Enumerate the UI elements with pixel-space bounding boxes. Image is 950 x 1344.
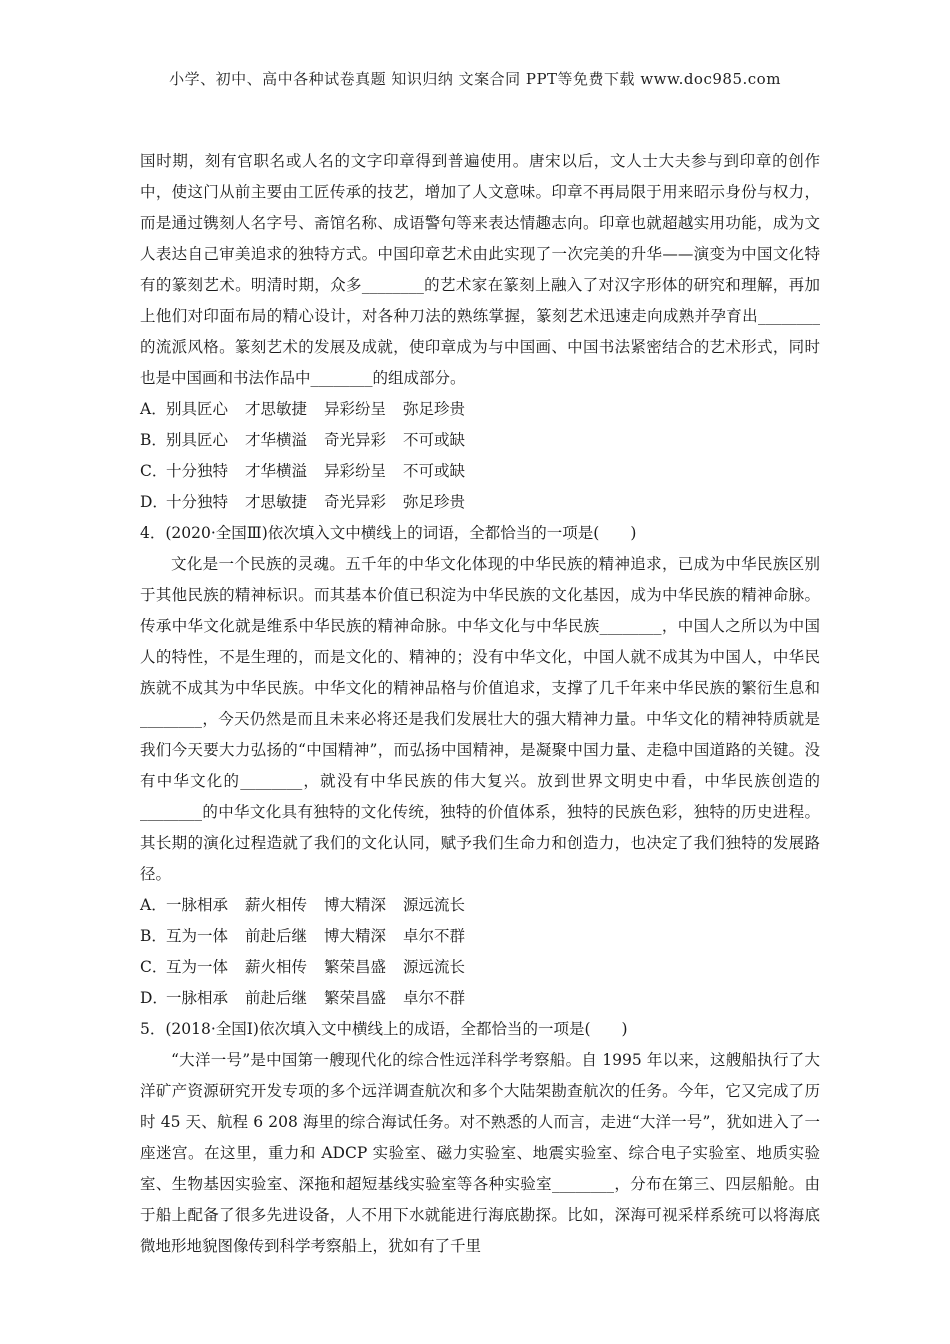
option-word: 繁荣昌盛	[324, 989, 387, 1007]
option-word: 互为一体	[166, 927, 229, 945]
q3-option-c[interactable]	[140, 456, 820, 487]
option-word: 不可或缺	[403, 431, 466, 449]
option-word: 别具匠心	[166, 400, 229, 418]
q3-option-d[interactable]	[140, 487, 820, 518]
option-word: 一脉相承	[166, 896, 229, 914]
option-word: 奇光异彩	[324, 431, 387, 449]
option-word: 薪火相传	[245, 896, 308, 914]
option-word: 才思敏捷	[245, 493, 308, 511]
option-letter: D．	[140, 989, 168, 1007]
option-letter: D．	[140, 493, 168, 511]
option-word: 卓尔不群	[403, 989, 466, 1007]
option-word: 博大精深	[324, 927, 387, 945]
document-body	[140, 146, 820, 1262]
q4-option-d[interactable]	[140, 983, 820, 1014]
option-letter: B．	[140, 927, 167, 945]
option-word: 前赴后继	[245, 927, 308, 945]
option-word: 前赴后继	[245, 989, 308, 1007]
option-word: 才华横溢	[245, 431, 308, 449]
option-word: 弥足珍贵	[403, 493, 466, 511]
option-word: 繁荣昌盛	[324, 958, 387, 976]
option-word: 不可或缺	[403, 462, 466, 480]
q5-passage: “大洋一号”是中国第一艘现代化的综合性远洋科学考察船。自 1995 年以来，这艘船执行了大洋矿产资源研究开发专项的多个远洋调查航次和多个大陆架勘查航次的任务。今年，它又完成了历时 45 天、航程 6 208 海里的综合海试任务。对不熟悉的人而言，走进“大洋一号”，犹如进入了一座迷宫。在这里，重力和 ADCP 实验室、磁力实验室、地震实验室、综合电子实验室、地质实验室、生物基因实验室、深拖和超短基线实验室等各种实验室________，分布在第三、四层船舱。由于船上配备了很多先进设备，人不用下水就能进行海底勘探。比如，深海可视采样系统可以将海底微地形地貌图像传到科学考察船上，犹如有了千里	[140, 1051, 820, 1255]
option-word: 别具匠心	[166, 431, 229, 449]
q4-title: 4．(2020·全国Ⅲ)依次填入文中横线上的词语，全都恰当的一项是( )	[140, 524, 637, 542]
q4-option-a[interactable]	[140, 890, 820, 921]
option-word: 源远流长	[403, 958, 466, 976]
option-word: 才华横溢	[245, 462, 308, 480]
q4-option-c[interactable]	[140, 952, 820, 983]
option-word: 弥足珍贵	[403, 400, 466, 418]
option-word: 一脉相承	[166, 989, 229, 1007]
q3-passage: 国时期，刻有官职名或人名的文字印章得到普遍使用。唐宋以后，文人士大夫参与到印章的创作中，使这门从前主要由工匠传承的技艺，增加了人文意味。印章不再局限于用来昭示身份与权力，而是通过镌刻人名字号、斋馆名称、成语警句等来表达情趣志向。印章也就超越实用功能，成为文人表达自己审美追求的独特方式。中国印章艺术由此实现了一次完美的升华——演变为中国文化特有的篆刻艺术。明清时期，众多________的艺术家在篆刻上融入了对汉字形体的研究和理解，再加上他们对印面布局的精心设计，对各种刀法的熟练掌握，篆刻艺术迅速走向成熟并孕育出________的流派风格。篆刻艺术的发展及成就，使印章成为与中国画、中国书法紧密结合的艺术形式，同时也是中国画和书法作品中________的组成部分。	[140, 152, 820, 387]
page-header: 小学、初中、高中各种试卷真题 知识归纳 文案合同 PPT等免费下载 www.doc985.com	[169, 70, 781, 88]
q4-passage: 文化是一个民族的灵魂。五千年的中华文化体现的中华民族的精神追求，已成为中华民族区别于其他民族的精神标识。而其基本价值已积淀为中华民族的文化基因，成为中华民族的精神命脉。传承中华文化就是维系中华民族的精神命脉。中华文化与中华民族________，中国人之所以为中国人的特性，不是生理的，而是文化的、精神的；没有中华文化，中国人就不成其为中国人，中华民族就不成其为中华民族。中华文化的精神品格与价值追求，支撑了几千年来中华民族的繁衍生息和________，今天仍然是而且未来必将还是我们发展壮大的强大精神力量。中华文化的精神特质就是我们今天要大力弘扬的“中国精神”，而弘扬中国精神，是凝聚中国力量、走稳中国道路的关键。没有中华文化的________，就没有中华民族的伟大复兴。放到世界文明史中看，中华民族创造的________的中华文化具有独特的文化传统，独特的价值体系，独特的民族色彩，独特的历史进程。其长期的演化过程造就了我们的文化认同，赋予我们生命力和创造力，也决定了我们独特的发展路径。	[140, 555, 820, 883]
option-letter: C．	[140, 462, 168, 480]
q4-option-b[interactable]	[140, 921, 820, 952]
option-word: 博大精深	[324, 896, 387, 914]
option-letter: B．	[140, 431, 167, 449]
option-word: 异彩纷呈	[324, 462, 387, 480]
option-word: 互为一体	[166, 958, 229, 976]
q3-option-a[interactable]	[140, 394, 820, 425]
q3-option-b[interactable]	[140, 425, 820, 456]
option-word: 奇光异彩	[324, 493, 387, 511]
option-word: 源远流长	[403, 896, 466, 914]
q5-title: 5．(2018·全国Ⅰ)依次填入文中横线上的成语，全都恰当的一项是( )	[140, 1020, 628, 1038]
option-word: 异彩纷呈	[324, 400, 387, 418]
option-letter: A．	[140, 896, 167, 914]
option-word: 卓尔不群	[403, 927, 466, 945]
option-letter: C．	[140, 958, 168, 976]
option-word: 薪火相传	[245, 958, 308, 976]
option-word: 十分独特	[166, 462, 229, 480]
option-word: 十分独特	[166, 493, 229, 511]
option-letter: A．	[140, 400, 167, 418]
option-word: 才思敏捷	[245, 400, 308, 418]
